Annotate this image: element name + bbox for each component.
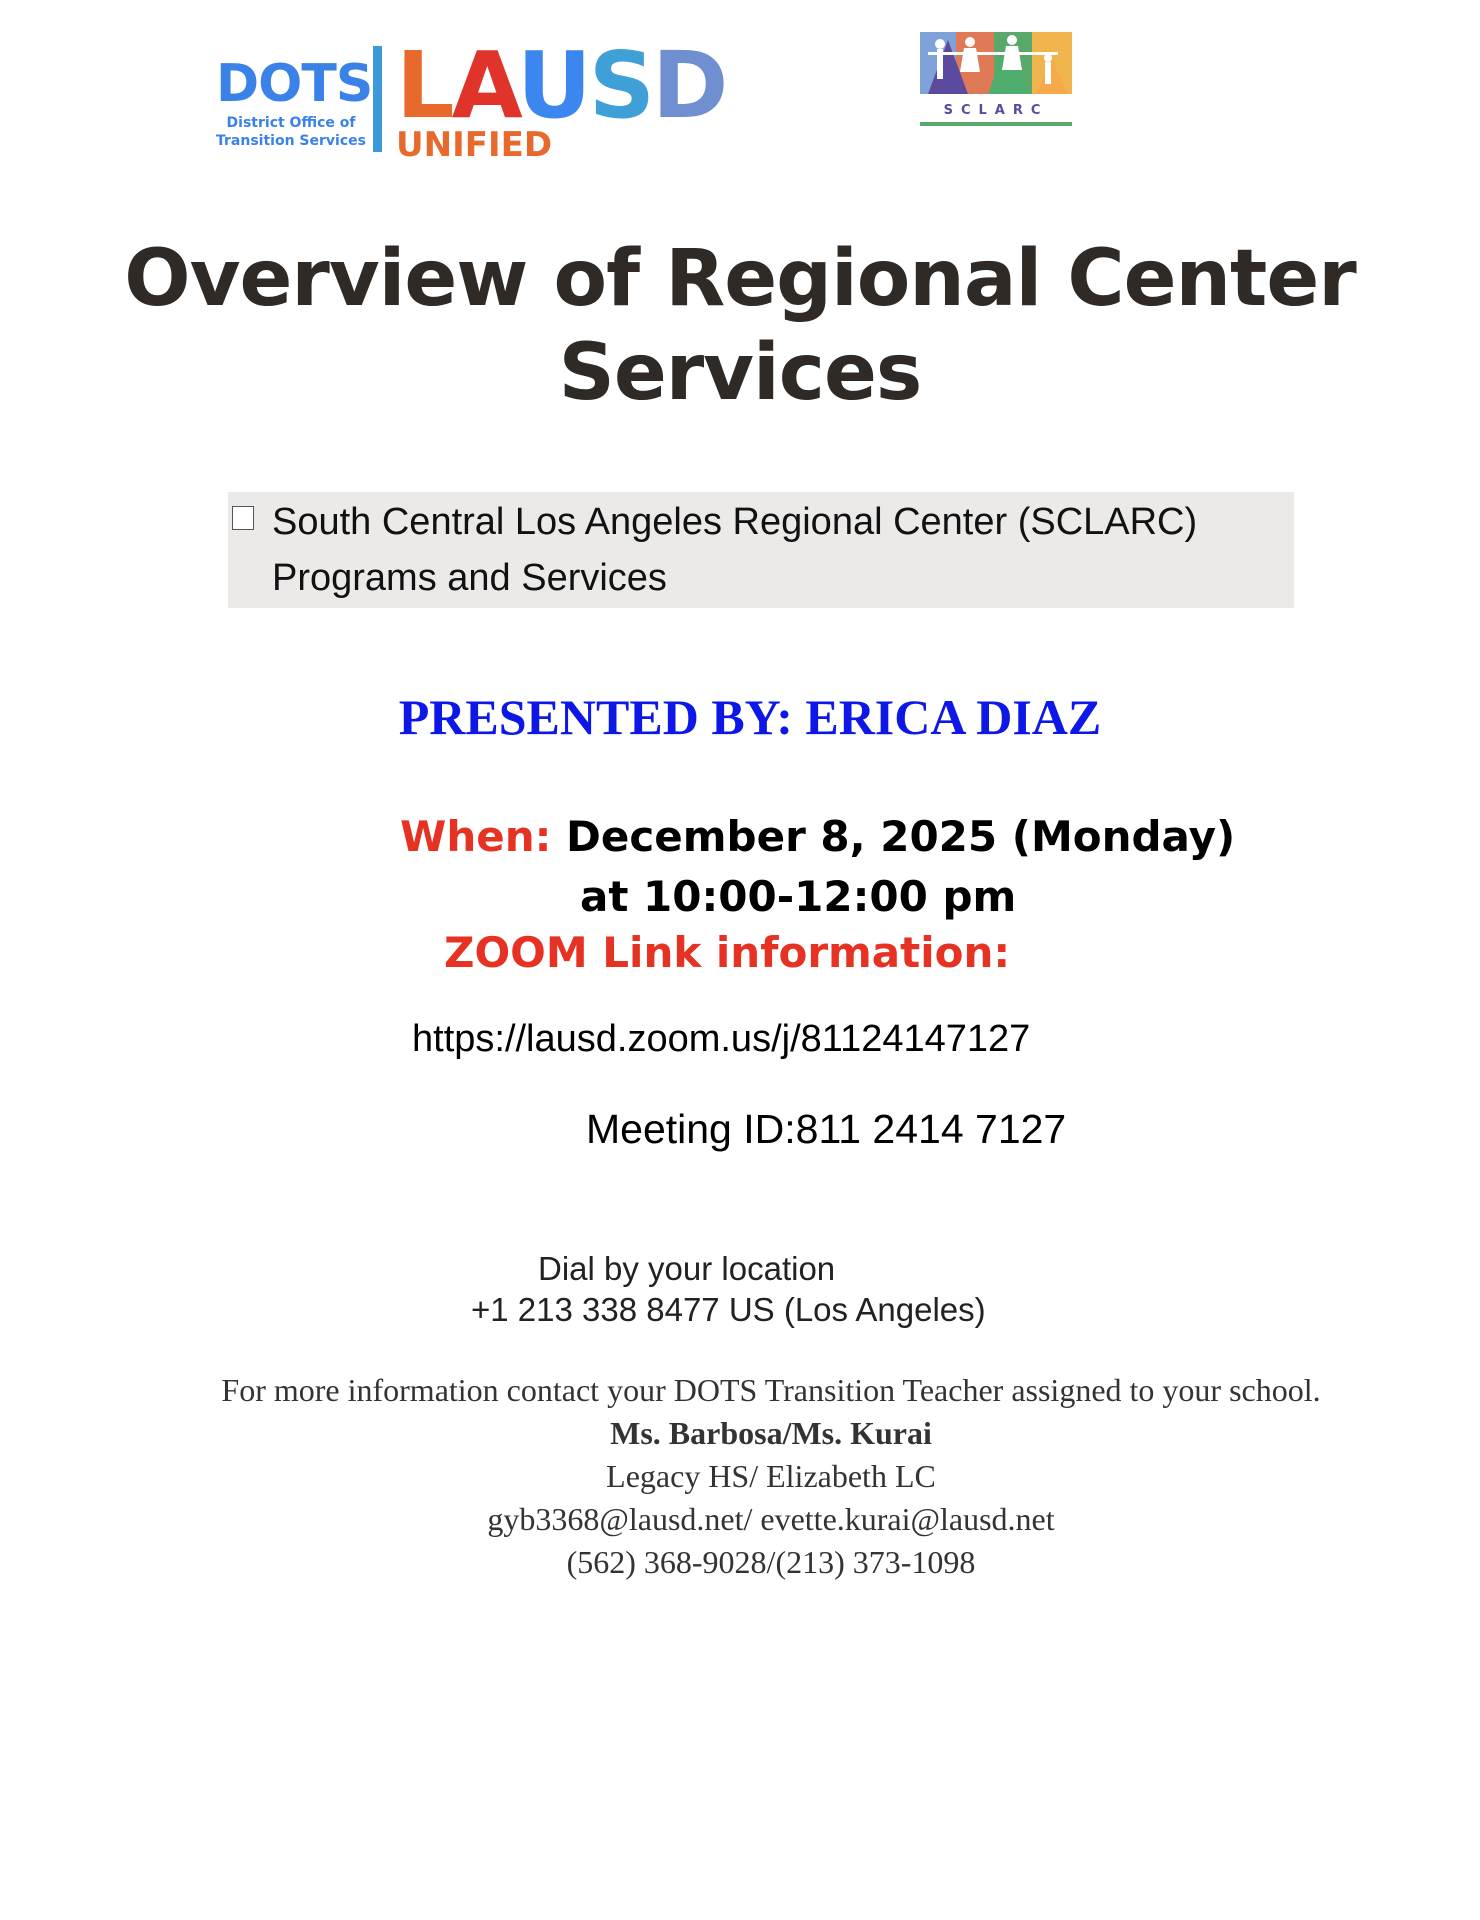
dots-logo-subtitle — [216, 114, 366, 150]
dots-subtitle-line1: District Office of — [226, 115, 356, 131]
sclarc-logo-text: SCLARC — [943, 103, 1049, 118]
logo-divider — [373, 46, 382, 152]
event-date — [400, 808, 1235, 866]
meeting-id — [586, 1106, 1066, 1153]
dots-logo — [216, 54, 373, 150]
lausd-letter: D — [651, 32, 726, 139]
topic-line2: Programs and Services — [272, 557, 667, 599]
lausd-letter: S — [588, 32, 652, 139]
lausd-logo — [396, 32, 726, 165]
dial-phone: +1 213 338 8477 US (Los Angeles) — [471, 1291, 986, 1328]
dial-label: Dial by your location — [538, 1250, 836, 1287]
lausd-unified-text: UNIFIED — [396, 125, 553, 165]
contact-names: Ms. Barbosa/Ms. Kurai — [610, 1415, 932, 1451]
title-line2: Services — [558, 328, 922, 418]
when-label: When: — [400, 812, 552, 861]
zoom-link-heading: ZOOM Link information: — [444, 928, 1011, 977]
lausd-letter: L — [396, 32, 452, 139]
dots-logo-text: DOTS — [216, 54, 373, 114]
event-time: at 10:00-12:00 pm — [580, 872, 1017, 921]
sclarc-logo — [918, 30, 1074, 130]
bullet-checkbox-icon — [232, 506, 254, 530]
contact-emails[interactable]: gyb3368@lausd.net/ evette.kurai@lausd.net — [487, 1501, 1055, 1537]
lausd-logo-word — [396, 32, 726, 139]
page-title — [0, 232, 1480, 420]
zoom-link[interactable]: https://lausd.zoom.us/j/81124147127 — [412, 1018, 1031, 1060]
dots-subtitle-line2: Transition Services — [216, 133, 366, 149]
meeting-id-label: Meeting ID: — [586, 1106, 796, 1152]
title-line1: Overview of Regional Center — [124, 234, 1356, 324]
contact-intro: For more information contact your DOTS Transition Teacher assigned to your school. — [221, 1372, 1321, 1408]
when-date: December 8, 2025 (Monday) — [566, 812, 1236, 861]
lausd-letter: U — [517, 32, 589, 139]
meeting-id-value: 811 2414 7127 — [795, 1106, 1067, 1152]
topic-line1: South Central Los Angeles Regional Center (SCLARC) — [272, 501, 1198, 543]
presenter-heading: PRESENTED BY: ERICA DIAZ — [398, 689, 1102, 745]
topic-text — [272, 494, 1197, 606]
contact-schools: Legacy HS/ Elizabeth LC — [606, 1458, 936, 1494]
lausd-letter: A — [451, 32, 517, 139]
contact-phones: (562) 368-9028/(213) 373-1098 — [566, 1544, 976, 1580]
